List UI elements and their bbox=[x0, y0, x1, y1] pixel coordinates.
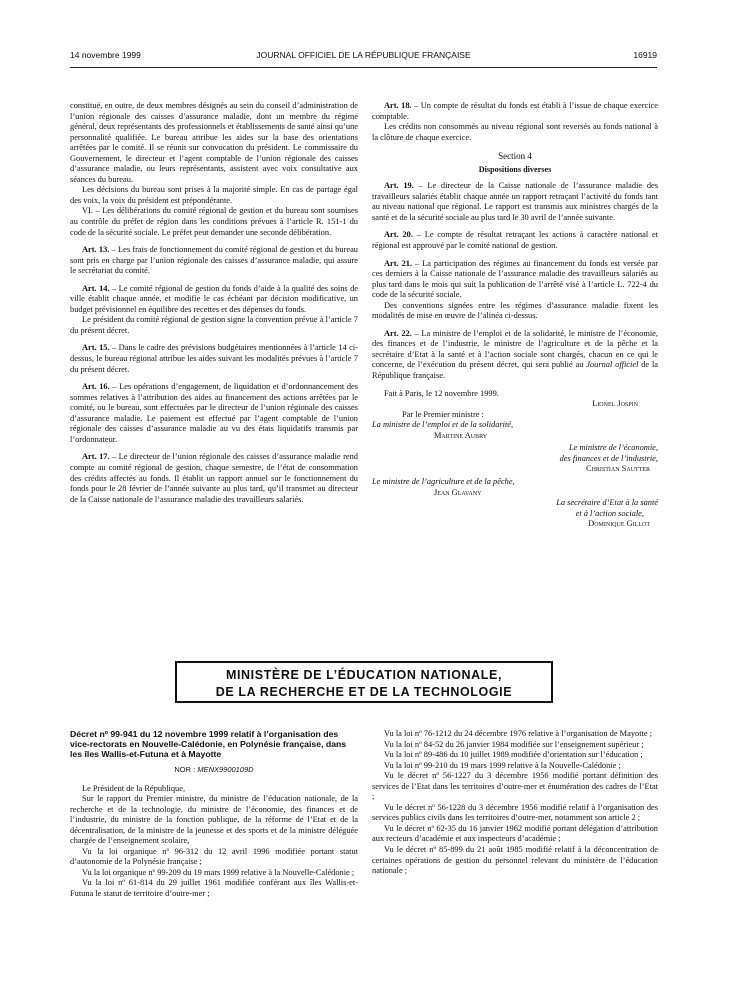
section-heading: Section 4 bbox=[498, 151, 532, 162]
nor-reference bbox=[70, 765, 358, 776]
article-label: Art. 13. bbox=[82, 245, 110, 255]
paragraph: Vu le décret nº 56-1228 du 3 décembre 1956 modifié relatif à l’organisation des services publics civils dans les territoires d’outre-mer, notamment son article 2 ; bbox=[372, 802, 658, 823]
paragraph: Vu la loi nº 84-52 du 26 janvier 1984 modifiée sur l’enseignement supérieur ; bbox=[384, 739, 644, 749]
decree-title: Décret nº 99-941 du 12 novembre 1999 relatif à l’organisation des vice-rectorats en Nouvelle-Calédonie, en Polynésie française, dans les îles Wallis-et-Futuna et à Mayotte bbox=[70, 729, 347, 759]
article-16 bbox=[70, 382, 358, 445]
article-15 bbox=[70, 343, 358, 375]
article-label: Art. 21. bbox=[384, 258, 413, 268]
paragraph: Vu la loi nº 89-486 du 10 juillet 1989 modifiée d’orientation sur l’éducation ; bbox=[384, 750, 643, 760]
article-21 bbox=[372, 259, 658, 301]
article-label: Art. 18. bbox=[384, 101, 412, 110]
article-text: – Le compte de résultat retraçant les actions à caractère national et régional est approuvé par le comité national de gestion. bbox=[372, 230, 658, 251]
paragraph: VI. – Les délibérations du comité régional de gestion et du bureau sont soumises au contrôle du préfet de région dans les conditions prévues à l’article R. 151-1 du code de la sécurité sociale. Le préfet peut demander une seconde délibération. bbox=[70, 206, 358, 237]
signatory-pm: Lionel Jospin bbox=[592, 399, 638, 409]
article-text: – Les frais de fonctionnement du comité régional de gestion et du bureau sont pris en charge par l’union régionale des caisses d’assurance maladie, qui assure le secrétariat du comité. bbox=[70, 245, 358, 276]
section-subheading: Dispositions diverses bbox=[478, 164, 552, 174]
article-label: Art. 19. bbox=[384, 181, 414, 191]
journal-name: Journal officiel bbox=[586, 360, 639, 370]
minister-title: des finances et de l’industrie, bbox=[559, 453, 658, 463]
paragraph: Vu la loi organique nº 99-209 du 19 mars 1999 relative à la Nouvelle-Calédonie ; bbox=[82, 867, 355, 877]
header-date: 14 novembre 1999 bbox=[70, 50, 141, 60]
left-column-bottom bbox=[70, 729, 358, 900]
paragraph: Sur le rapport du Premier ministre, du ministre de l’éducation nationale, de la recherche et de la technologie, du ministre de l’économie, des finances et de l’industrie, du ministre de la fonction publique, de la réforme de l’Etat et de la décentralisation, de la ministre de la jeunesse et des sports et de la ministre déléguée chargée de l’enseignement scolaire, bbox=[70, 794, 358, 846]
minister-title: Le ministre de l’économie, bbox=[568, 443, 658, 453]
article-22 bbox=[372, 329, 658, 382]
minister-title: La ministre de l’emploi et de la solidarité, bbox=[372, 420, 514, 430]
signatory-name: Martine Aubry bbox=[434, 430, 488, 440]
ministry-banner bbox=[175, 661, 553, 703]
header-page-number: 16919 bbox=[633, 50, 657, 60]
article-label: Art. 15. bbox=[82, 343, 110, 353]
left-column-top bbox=[70, 101, 358, 505]
page-header bbox=[70, 50, 657, 64]
paragraph: Vu la loi nº 76-1212 du 24 décembre 1976 relative à l’organisation de Mayotte ; bbox=[384, 729, 653, 738]
article-label: Art. 17. bbox=[82, 452, 110, 462]
nor-label: NOR : bbox=[174, 765, 196, 774]
article-14 bbox=[70, 284, 358, 316]
paragraph: constitué, en outre, de deux membres désignés au sein du conseil d’administration de l’union régionale des caisses d’assurance maladie, dont un membre du régime général, deux représentants des professionnels et établissements de santé ainsi qu’une personnalité qualifiée. Le bureau attribue les aides sur la base des orientations arrêtées par le comité. Il se réunit sur convocation du président. Le commissaire du Gouvernement, le directeur et l’agent comptable de l’union régionale des caisses d’assurance maladie, ou leurs représentants, assistent avec voix consultative aux séances du bureau. bbox=[70, 101, 358, 184]
article-label: Art. 20. bbox=[384, 230, 413, 240]
article-19 bbox=[372, 181, 658, 223]
paragraph: Vu le décret nº 85-899 du 21 août 1985 modifié relatif à la déconcentration de certaines opérations de gestion du personnel relevant du ministère de l’éducation nationale ; bbox=[372, 845, 658, 876]
article-text: – Le comité régional de gestion du fonds d’aide à la qualité des soins de ville établit chaque année, et modifie le cas échéant par décision modificative, un budget prévisionnel en équilibre des recettes et des dépenses du fonds. bbox=[70, 283, 358, 314]
paragraph: Vu la loi nº 99-210 du 19 mars 1999 relative à la Nouvelle-Calédonie ; bbox=[384, 760, 621, 770]
article-text: – Dans le cadre des prévisions budgétaires mentionnées à l’article 14 ci-dessus, le bureau régional attribue les aides suivant les modalités prévues à l’article 7 du présent décret. bbox=[70, 343, 359, 374]
signatory-name: Christian Sautter bbox=[586, 464, 650, 474]
paragraph: Vu le décret nº 62-35 du 16 janvier 1962 modifié portant délégation d’attribution aux recteurs d’académie et aux inspecteurs d’académie ; bbox=[372, 823, 658, 844]
ministry-line-2: DE LA RECHERCHE ET DE LA TECHNOLOGIE bbox=[215, 685, 513, 699]
right-column-top bbox=[372, 101, 658, 530]
paragraph: Vu le décret nº 56-1227 du 3 décembre 1956 modifié portant définition des services de l’Etat dans les territoires d’outre-mer et énumération des cadres de l’Etat ; bbox=[372, 771, 658, 802]
paragraph: Vu la loi nº 61-814 du 29 juillet 1961 modifiée conférant aux îles Wallis-et-Futuna le statut de territoire d’outre-mer ; bbox=[70, 878, 358, 899]
header-rule bbox=[70, 67, 657, 68]
right-column-bottom bbox=[372, 729, 658, 877]
paragraph: Le président du comité régional de gestion signe la convention prévue à l’article 7 du présent décret. bbox=[70, 315, 358, 335]
signatory-name: Jean Glavany bbox=[434, 487, 482, 497]
minister-title: La secrétaire d’Etat à la santé bbox=[556, 498, 658, 508]
article-text: – Le directeur de la Caisse nationale de l’assurance maladie des travailleurs salariés établit chaque année un rapport retraçant l’activité du fonds tant au niveau national que régional. Le rapport est transmis aux ministres chargés de la santé et de la sécurité sociale au plus tard le 30 avril de l’année suivante. bbox=[372, 181, 658, 222]
nor-code: MENX9900109D bbox=[197, 765, 254, 774]
article-text: – Un compte de résultat du fonds est établi à l’issue de chaque exercice comptable. bbox=[372, 101, 658, 121]
article-label: Art. 16. bbox=[82, 382, 110, 392]
article-text: – La participation des régimes au financement du fonds est versée par ces derniers à la Caisse nationale de l’assurance maladie des travailleurs salariés au plus tard dans le mois qui suit la publication de l’arrêté visé à l’article L. 722-4 du code de la sécurité sociale. bbox=[372, 258, 658, 300]
article-13 bbox=[70, 245, 358, 277]
paragraph: Des conventions signées entre les régimes d’assurance maladie fixent les modalités de mise en œuvre de l’alinéa ci-dessus. bbox=[372, 300, 658, 321]
paragraph: Les décisions du bureau sont prises à la majorité simple. En cas de partage égal des voix, la voix du président est prépondérante. bbox=[70, 185, 358, 205]
done-at: Fait à Paris, le 12 novembre 1999. bbox=[384, 388, 499, 398]
article-text: – Le directeur de l’union régionale des caisses d’assurance maladie rend compte au comité régional de gestion, chaque semestre, de l’état de consommation des crédits affectés au fonds. Il établit un rapport annuel sur le fonctionnement du fonds pour le 28 février de l’année suivante au plus tard, qu’il transmet au directeur de la Caisse nationale de l’assurance maladie des travailleurs salariés. bbox=[70, 452, 358, 504]
ministry-line-1: MINISTÈRE DE L’ÉDUCATION NATIONALE, bbox=[225, 668, 503, 682]
article-text: de la République française. bbox=[372, 360, 659, 381]
paragraph: Le Président de la République, bbox=[82, 783, 186, 793]
paragraph: Les crédits non consommés au niveau régional sont reversés au fonds national à la clôture de chaque exercice. bbox=[372, 122, 658, 142]
signature-by-line: Par le Premier ministre : bbox=[402, 409, 484, 419]
paragraph: Vu la loi organique nº 96-312 du 12 avril 1996 modifiée portant statut d’autonomie de la Polynésie française ; bbox=[70, 846, 358, 867]
minister-title: et à l’action sociale, bbox=[575, 508, 644, 518]
article-label: Art. 22. bbox=[384, 328, 412, 338]
article-18 bbox=[372, 101, 658, 122]
minister-title: Le ministre de l’agriculture et de la pêche, bbox=[372, 476, 515, 486]
article-text: – Les opérations d’engagement, de liquidation et d’ordonnancement des sommes relatives à l’attribution des aides au financement des actions arrêtées par le comité, ou le bureau, sont effectuées par le directeur de l’union régionale des caisses d’assurance maladie. Le paiement est effectué par l’agent comptable de l’union régionale des caisses d’assurance maladie au vu des états liquidatifs transmis par l’ordonnateur. bbox=[70, 382, 358, 444]
article-text: – La ministre de l’emploi et de la solidarité, le ministre de l’économie, des finances et de l’industrie, le ministre de l’agriculture et de la pêche et la secrétaire d’Etat à la santé et à l’action sociale sont chargés, chacun en ce qui le concerne, de l’exécution du présent décret, qui sera publié au bbox=[372, 328, 658, 370]
article-label: Art. 14. bbox=[82, 283, 110, 293]
header-journal-title: JOURNAL OFFICIEL DE LA RÉPUBLIQUE FRANÇAISE bbox=[256, 50, 471, 60]
article-20 bbox=[372, 230, 658, 251]
signatory-name: Dominique Gillot bbox=[588, 519, 650, 529]
article-17 bbox=[70, 452, 358, 505]
